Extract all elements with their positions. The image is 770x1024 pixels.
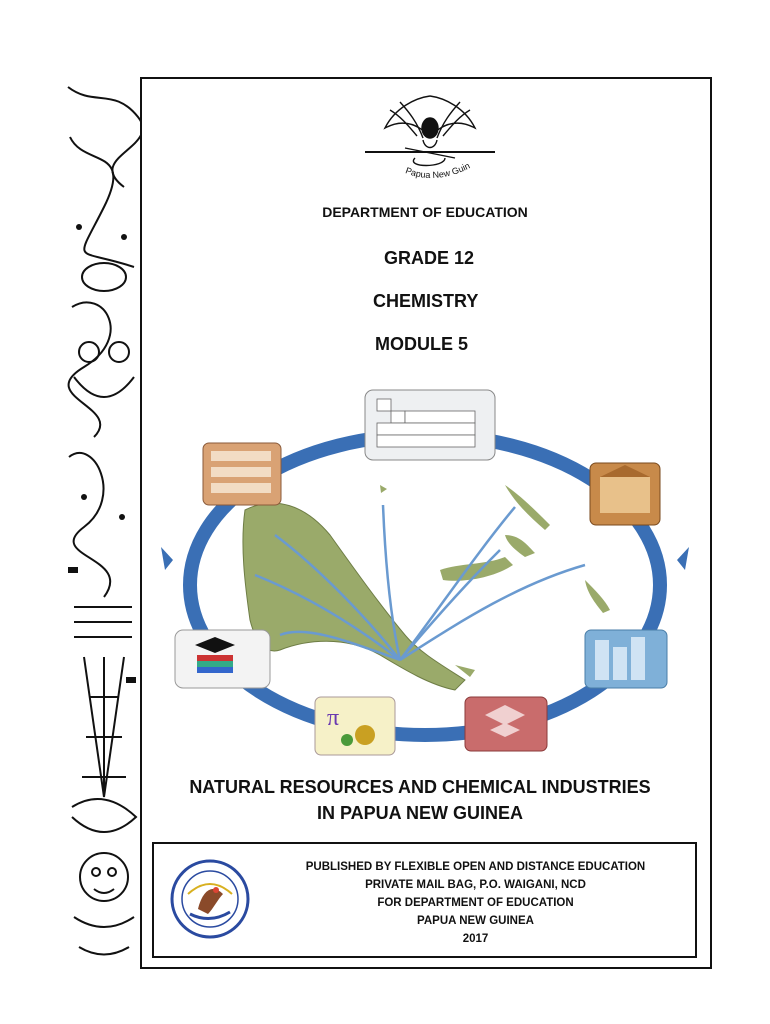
cycle-diagram: [155, 385, 695, 765]
bird-of-paradise-icon: [345, 88, 515, 190]
png-map: [243, 485, 610, 690]
for-department-line: FOR DEPARTMENT OF EDUCATION: [377, 897, 574, 909]
module-title-line-1: NATURAL RESOURCES AND CHEMICAL INDUSTRIES: [189, 777, 651, 797]
png-emblem: [345, 88, 515, 190]
ring-arrow-left-icon: [161, 547, 173, 570]
country-line: PAPUA NEW GUINEA: [417, 915, 534, 927]
resources-cycle-illustration: [155, 385, 695, 765]
grade-heading: GRADE 12: [384, 248, 475, 268]
department-heading: DEPARTMENT OF EDUCATION: [322, 204, 528, 220]
emblem-caption: Papua New Guin: [404, 160, 472, 181]
year-line: 2017: [462, 933, 489, 945]
fode-seal-icon: [168, 854, 252, 944]
geography-tile: [465, 697, 547, 751]
fode-logo: [168, 854, 252, 944]
ring-arrow-right-icon: [677, 547, 689, 570]
industry-building-tile: [590, 463, 660, 525]
module-heading: MODULE 5: [375, 334, 469, 354]
svg-text:Papua New Guinea: [345, 88, 472, 180]
module-title-line-2: IN PAPUA NEW GUINEA: [316, 803, 523, 823]
publisher-details: [264, 858, 687, 948]
address-line: PRIVATE MAIL BAG, P.O. WAIGANI, NCD: [365, 879, 586, 891]
maths-symbols-tile: [315, 697, 395, 755]
subject-heading: CHEMISTRY: [373, 291, 479, 311]
periodic-table-tile: [365, 390, 495, 460]
publisher-box: [152, 842, 697, 958]
svg-text:π: π: [327, 705, 340, 731]
publisher-line: PUBLISHED BY FLEXIBLE OPEN AND DISTANCE EDUCATION: [305, 861, 646, 873]
graduation-tile: [175, 630, 270, 688]
city-skyline-tile: [585, 630, 667, 688]
language-books-tile: [203, 443, 281, 505]
